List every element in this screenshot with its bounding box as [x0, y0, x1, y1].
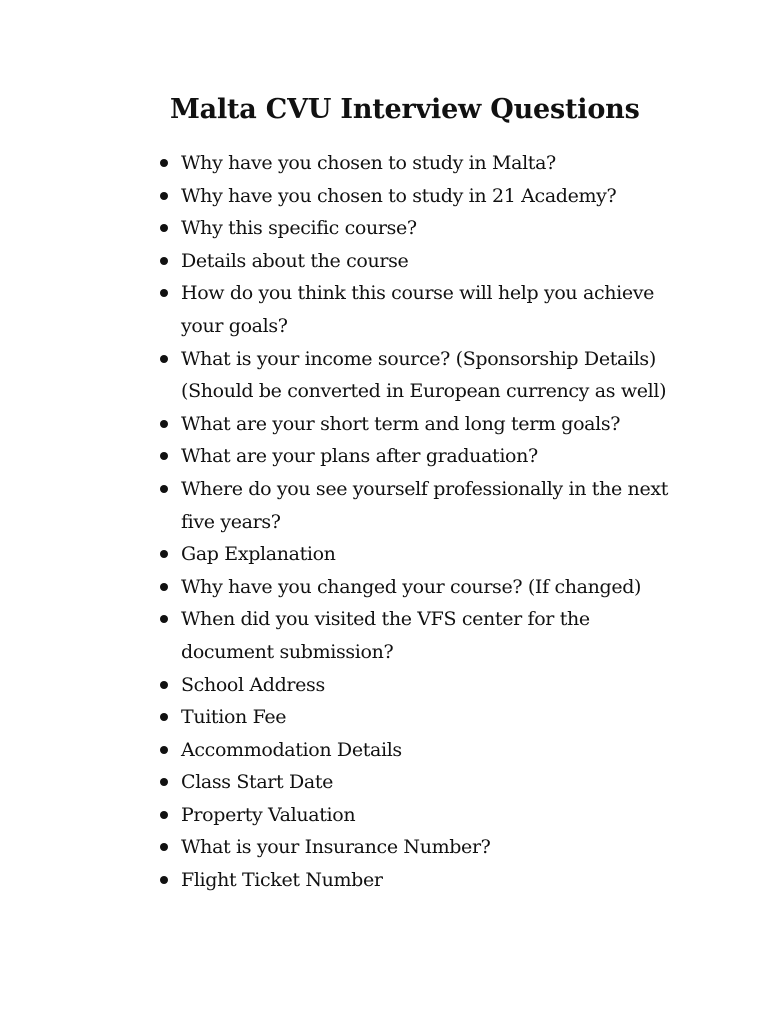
list-item [181, 799, 681, 832]
list-item [181, 277, 681, 342]
list-item [181, 831, 681, 864]
list-item [181, 603, 681, 668]
list-item [181, 701, 681, 734]
list-item-text: What is your income source? (Sponsorship Details) (Should be converted in European currency as well) [181, 347, 667, 403]
bullet-icon [160, 224, 168, 232]
list-item-text: What is your Insurance Number? [181, 836, 491, 859]
bullet-icon [160, 811, 168, 819]
bullet-icon [160, 876, 168, 884]
list-item [181, 766, 681, 799]
list-item [181, 212, 681, 245]
list-item-text: Accommodation Details [181, 738, 402, 761]
list-item-text: How do you think this course will help you achieve your goals? [181, 282, 655, 337]
bullet-icon [160, 192, 168, 200]
list-item-text: When did you visited the VFS center for the document submission? [181, 608, 590, 663]
bullet-icon [160, 485, 168, 493]
list-item-text: Class Start Date [181, 771, 334, 794]
bullet-icon [160, 550, 168, 558]
list-item-text: What are your short term and long term goals? [181, 412, 621, 435]
list-item [181, 440, 681, 473]
bullet-icon [160, 452, 168, 460]
list-item-text: Why have you changed your course? (If changed) [181, 575, 642, 598]
bullet-icon [160, 159, 168, 167]
list-item [181, 734, 681, 767]
list-item [181, 571, 681, 604]
list-item-text: Gap Explanation [181, 543, 336, 566]
bullet-icon [160, 289, 168, 297]
list-item-text: What are your plans after graduation? [181, 445, 538, 468]
list-item-text: Flight Ticket Number [181, 869, 383, 892]
list-item [181, 538, 681, 571]
question-list [181, 147, 681, 897]
list-item [181, 864, 681, 897]
bullet-icon [160, 257, 168, 265]
list-item [181, 147, 681, 180]
list-item-text: Tuition Fee [181, 706, 287, 729]
list-item [181, 669, 681, 702]
list-item-text: School Address [181, 673, 325, 696]
list-item [181, 343, 681, 408]
bullet-icon [160, 355, 168, 363]
list-item-text: Why this specific course? [181, 217, 417, 240]
bullet-icon [160, 420, 168, 428]
bullet-icon [160, 746, 168, 754]
list-item-text: Property Valuation [181, 803, 356, 826]
list-item [181, 245, 681, 278]
bullet-icon [160, 615, 168, 623]
list-item-text: Details about the course [181, 249, 409, 272]
bullet-icon [160, 681, 168, 689]
bullet-icon [160, 778, 168, 786]
list-item [181, 408, 681, 441]
list-item-text: Why have you chosen to study in Malta? [181, 152, 556, 174]
list-item-text: Where do you see yourself professionally in the next five years? [181, 477, 668, 533]
list-item-text: Why have you chosen to study in 21 Academy? [181, 184, 617, 207]
bullet-icon [160, 583, 168, 591]
bullet-icon [160, 713, 168, 721]
list-item [181, 180, 681, 213]
bullet-icon [160, 843, 168, 851]
document-title: Malta CVU Interview Questions [170, 94, 640, 125]
list-item [181, 473, 681, 538]
